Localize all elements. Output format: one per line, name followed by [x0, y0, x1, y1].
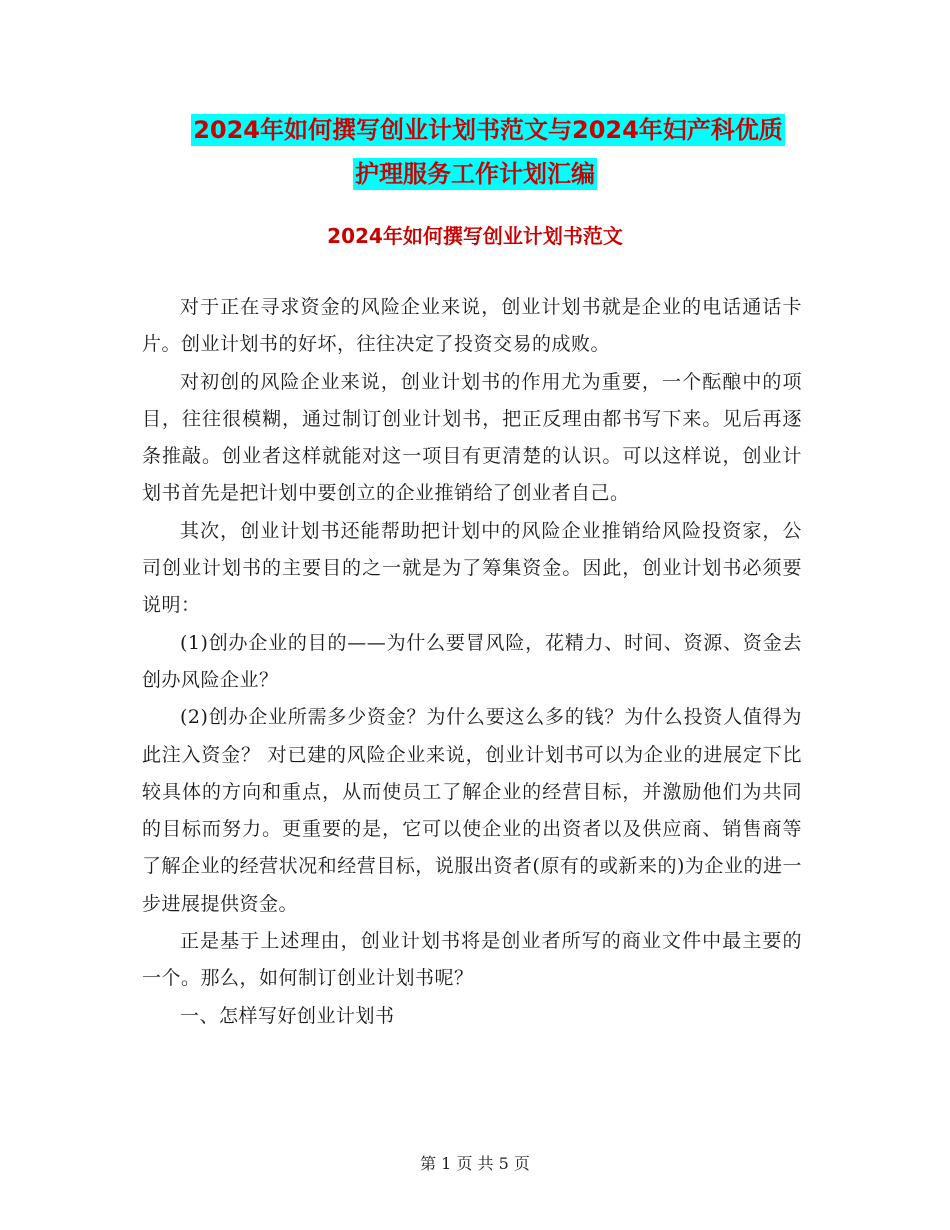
- document-title-line-2: [0, 148, 950, 200]
- document-title-text-1: 2024年如何撰写创业计划书范文与2024年妇产科优质: [193, 116, 783, 144]
- page-footer: 第 1 页 共 5 页: [420, 1154, 530, 1173]
- paragraph: 一、怎样写好创业计划书: [180, 1004, 395, 1027]
- paragraph: 其次，创业计划书还能帮助把计划中的风险企业推销给风险投资家，公司创业计划书的主要目的之一就是为了筹集资金。因此，创业计划书必须要说明：: [142, 519, 802, 617]
- document-body: [142, 289, 802, 1035]
- paragraph: (2)创办企业所需多少资金？为什么要这么多的钱？为什么投资人值得为此注入资金？ 对已建的风险企业来说，创业计划书可以为企业的进展定下比较具体的方向和重点，从而使员工了解企业的经营目标，并激励他们为共同的目标而努力。更重要的是，它可以使企业的出资者以及供应商、销售商等了解企业的经营状况和经营目标，说服出资者(原有的或新来的)为企业的进一步进展提供资金。: [142, 706, 802, 915]
- document-title-text-2: 护理服务工作计划汇编: [355, 160, 595, 188]
- paragraph: 对初创的风险企业来说，创业计划书的作用尤为重要，一个酝酿中的项目，往往很模糊，通过制订创业计划书，把正反理由都书写下来。见后再逐条推敲。创业者这样就能对这一项目有更清楚的认识。可以这样说，创业计划书首先是把计划中要创立的企业推销给了创业者自己。: [142, 370, 802, 505]
- paragraph: (1)创办企业的目的——为什么要冒风险，花精力、时间、资源、资金去创办风险企业？: [142, 631, 802, 691]
- paragraph: 对于正在寻求资金的风险企业来说，创业计划书就是企业的电话通话卡片。创业计划书的好坏，往往决定了投资交易的成败。: [142, 296, 802, 356]
- section-title: 2024年如何撰写创业计划书范文: [327, 224, 623, 248]
- paragraph: 正是基于上述理由，创业计划书将是创业者所写的商业文件中最主要的一个。那么，如何制订创业计划书呢？: [142, 930, 802, 990]
